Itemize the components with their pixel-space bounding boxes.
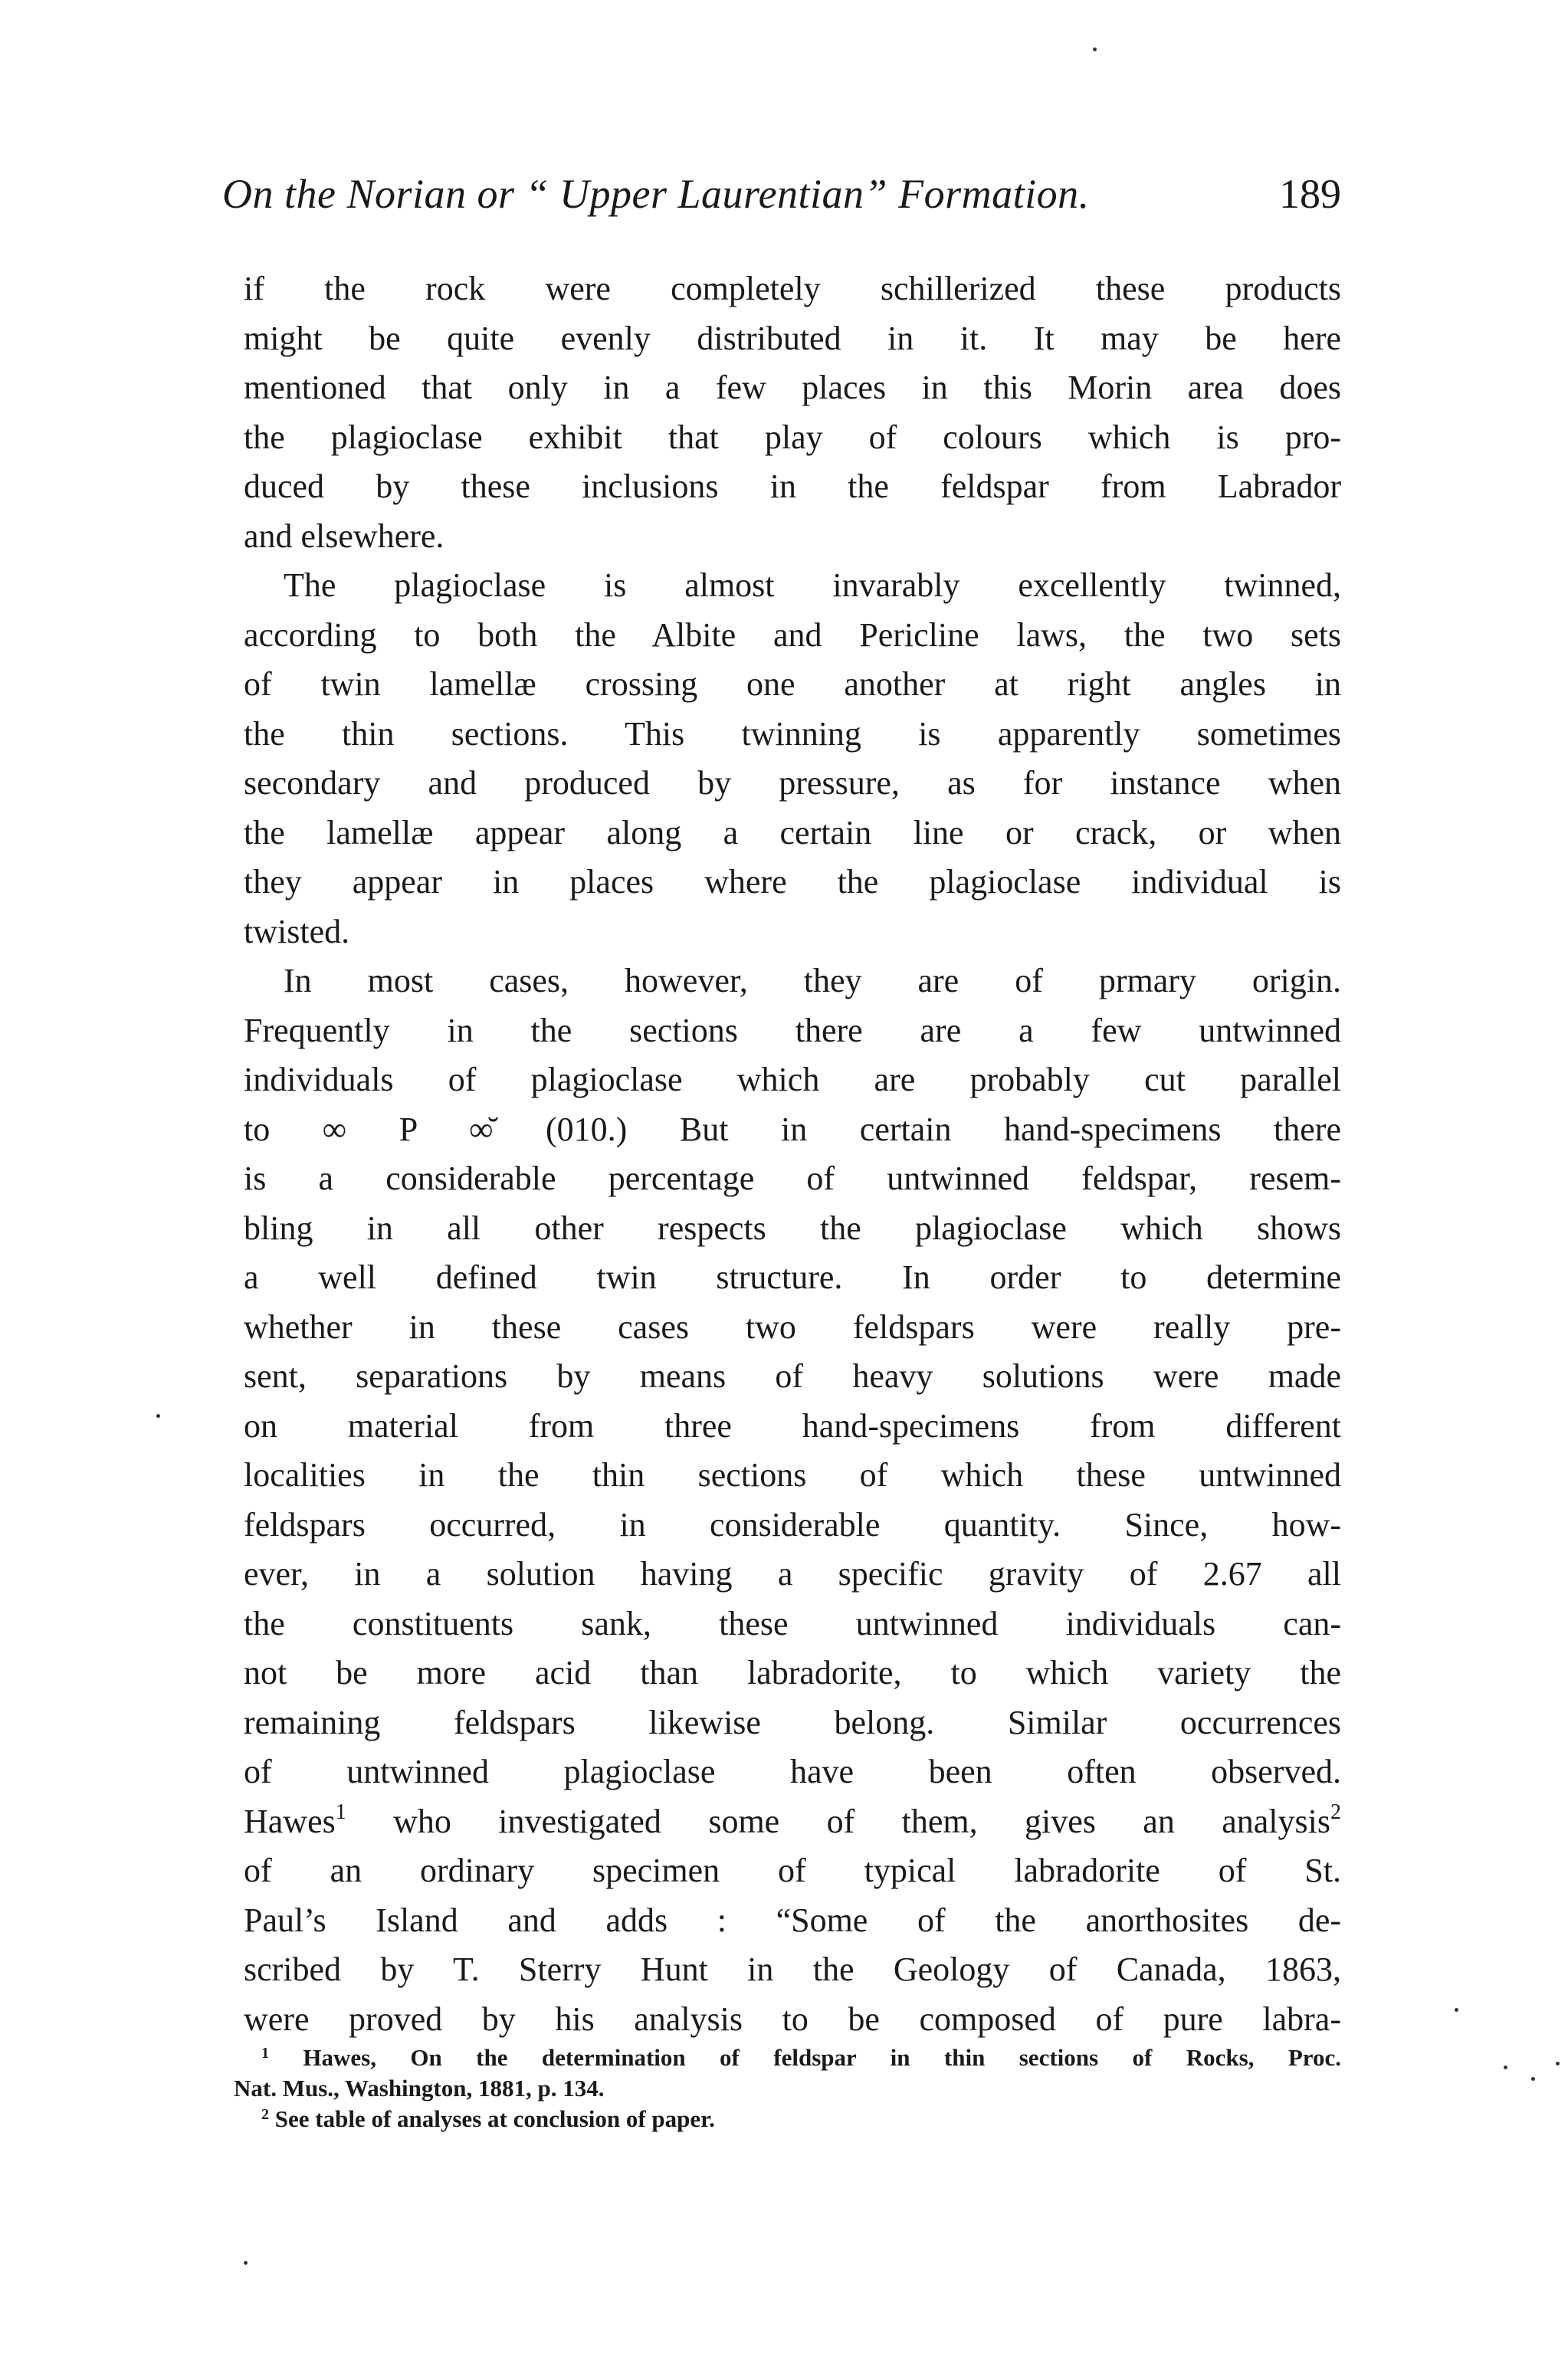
text-line: the lamellæ appear along a certain line or crack, or when — [244, 813, 1341, 851]
text-fragment: Hawes — [244, 1802, 336, 1840]
text-line: sent, separations by means of heavy solutions were made — [244, 1357, 1341, 1395]
footnote-text: Hawes, On the determination of feldspar in thin sections of Rocks, Proc. — [303, 2044, 1341, 2071]
text-line: they appear in places where the plagioclase individual is — [244, 863, 1341, 901]
footnote-mark: 1 — [261, 2045, 269, 2062]
print-speck — [156, 1414, 160, 1418]
text-line: duced by these inclusions in the feldspar from Labrador — [244, 468, 1341, 505]
print-speck — [1093, 48, 1097, 51]
print-speck — [244, 2261, 248, 2265]
text-line: In most cases, however, they are of prmary origin. — [284, 962, 1341, 999]
paragraph-2 — [244, 561, 1341, 956]
text-line: individuals of plagioclase which are probably cut parallel — [244, 1061, 1341, 1098]
paragraph-3 — [244, 956, 1341, 2044]
text-line: bling in all other respects the plagioclase which shows — [244, 1209, 1341, 1247]
text-line: to ∞ P ∞̆ (010.) But in certain hand-specimens there — [244, 1110, 1341, 1148]
text-line: according to both the Albite and Pericline laws, the two sets — [244, 615, 1341, 654]
text-line: might be quite evenly distributed in it. It may be here — [244, 319, 1341, 357]
footnotes — [234, 2043, 1341, 2134]
paragraph-1 — [244, 264, 1341, 561]
text-line: the thin sections. This twinning is apparently sometimes — [244, 714, 1341, 753]
text-line: of an ordinary specimen of typical labradorite of St. — [244, 1852, 1341, 1889]
print-speck — [1504, 2065, 1507, 2069]
page-number: 189 — [1279, 171, 1341, 217]
text-line: scribed by T. Sterry Hunt in the Geology of Canada, 1863, — [244, 1951, 1341, 1988]
text-line: whether in these cases two feldspars were really pre- — [244, 1308, 1341, 1346]
footnote-text: See table of analyses at conclusion of paper. — [274, 2105, 715, 2132]
text-line: the constituents sank, these untwinned individuals can- — [244, 1604, 1341, 1642]
print-speck — [1455, 2008, 1458, 2012]
text-line: not be more acid than labradorite, to which variety the — [244, 1654, 1341, 1691]
running-header — [222, 170, 1341, 239]
text-line: were proved by his analysis to be composed of pure labra- — [244, 2000, 1341, 2038]
text-line: on material from three hand-specimens from different — [244, 1406, 1341, 1445]
footnote-ref-1[interactable]: 1 — [335, 1800, 346, 1824]
text-line: twisted. — [244, 912, 350, 950]
text-line: of untwinned plagioclase have been often observed. — [244, 1753, 1341, 1790]
footnote-1 — [234, 2043, 1341, 2073]
text-line: The plagioclase is almost invarably excellently twinned, — [284, 566, 1341, 604]
text-line-with-refs — [244, 1797, 1341, 1847]
running-title: On the Norian or “ Upper Laurentian” Formation. — [222, 171, 1090, 217]
text-line: and elsewhere. — [244, 517, 444, 555]
text-line: remaining feldspars likewise belong. Similar occurrences — [244, 1703, 1341, 1741]
text-line: ever, in a solution having a specific gravity of 2.67 all — [244, 1555, 1341, 1593]
text-fragment: who investigated some of them, gives an analysis — [346, 1802, 1330, 1840]
print-speck — [1556, 2062, 1560, 2065]
text-line: secondary and produced by pressure, as for instance when — [244, 764, 1341, 802]
text-line: of twin lamellæ crossing one another at right angles in — [244, 665, 1341, 703]
print-speck — [1531, 2077, 1535, 2081]
footnote-2 — [234, 2104, 1341, 2134]
text-line: localities in the thin sections of which these untwinned — [244, 1456, 1341, 1494]
text-line: Paul’s Island and adds : “Some of the anorthosites de- — [244, 1901, 1341, 1939]
text-line: the plagioclase exhibit that play of colours which is pro- — [244, 418, 1341, 456]
text-line: mentioned that only in a few places in this Morin area does — [244, 369, 1341, 406]
text-line: Frequently in the sections there are a few untwinned — [244, 1011, 1341, 1049]
body-text — [244, 264, 1341, 2044]
text-line: feldspars occurred, in considerable quantity. Since, how- — [244, 1505, 1341, 1544]
footnote-1-continued: Nat. Mus., Washington, 1881, p. 134. — [234, 2075, 605, 2102]
text-line: if the rock were completely schillerized these products — [244, 270, 1341, 307]
footnote-mark: 2 — [261, 2106, 269, 2123]
text-line: is a considerable percentage of untwinned feldspar, resem- — [244, 1160, 1341, 1197]
footnote-ref-2[interactable]: 2 — [1330, 1800, 1341, 1824]
text-line: a well defined twin structure. In order to determine — [244, 1258, 1341, 1296]
